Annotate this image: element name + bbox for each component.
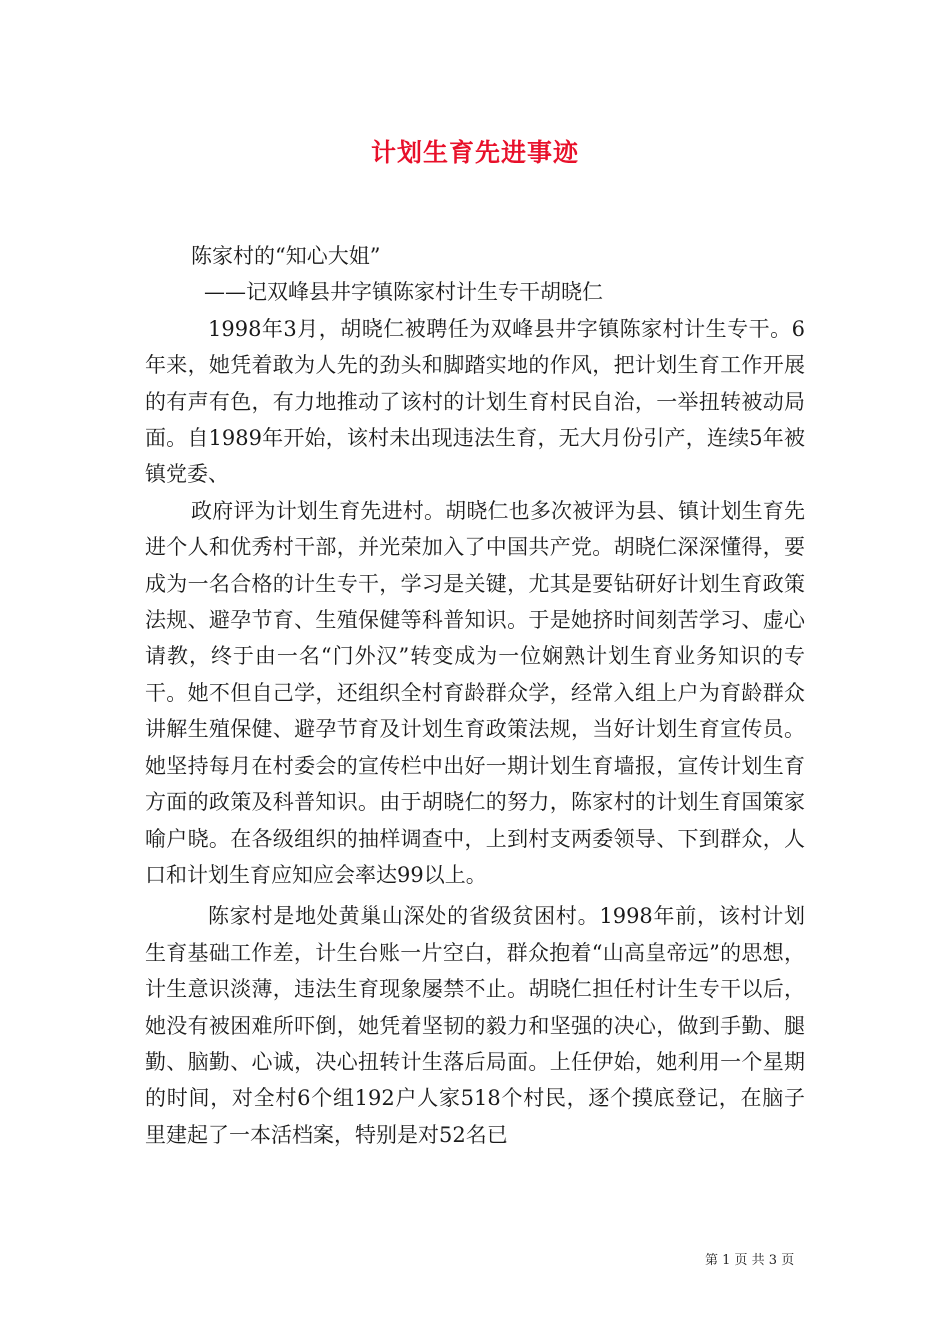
document-title: 计划生育先进事迹 [370, 138, 579, 167]
body-paragraph: 陈家村是地处黄巢山深处的省级贫困村。1998年前，该村计划生育基础工作差，计生台账一片空白，群众抱着“山高皇帝远”的思想，计生意识淡薄，违法生育现象屡禁不止。胡晓仁担任村计生专干以后，她没有被困难所吓倒，她凭着坚韧的毅力和坚强的决心，做到手勤、腿勤、脑勤、心诚，决心扭转计生落后局面。上任伊始，她利用一个星期的时间，对全村6个组192户人家518个村民，逐个摸底登记，在脑子里建起了一本活档案，特别是对52名已 [145, 904, 805, 1147]
article-subheading: ——记双峰县井字镇陈家村计生专干胡晓仁 [204, 280, 603, 305]
article-heading: 陈家村的“知心大姐” [191, 244, 381, 268]
body-paragraph: 1998年3月，胡晓仁被聘任为双峰县井字镇陈家村计生专干。6年来，她凭着敢为人先的劲头和脚踏实地的作风，把计划生育工作开展的有声有色，有力地推动了该村的计划生育村民自治，一举扭转被动局面。自1989年开始，该村未出现违法生育，无大月份引产，连续5年被镇党委、 [145, 316, 805, 487]
body-paragraph: 政府评为计划生育先进村。胡晓仁也多次被评为县、镇计划生育先进个人和优秀村干部，并光荣加入了中国共产党。胡晓仁深深懂得，要成为一名合格的计生专干，学习是关键，尤其是要钻研好计划生育政策法规、避孕节育、生殖保健等科普知识。于是她挤时间刻苦学习、虚心请教，终于由一名“门外汉”转变成为一位娴熟计划生育业务知识的专干。她不但自己学，还组织全村育龄群众学，经常入组上户为育龄群众讲解生殖保健、避孕节育及计划生育政策法规，当好计划生育宣传员。她坚持每月在村委会的宣传栏中出好一期计划生育墙报，宣传计划生育方面的政策及科普知识。由于胡晓仁的努力，陈家村的计划生育国策家喻户晓。在各级组织的抽样调查中，上到村支两委领导、下到群众，人口和计划生育应知应会率达99以上。 [145, 498, 805, 887]
document-body [145, 238, 805, 1153]
page-number-footer: 第 1 页 共 3 页 [705, 1253, 795, 1268]
